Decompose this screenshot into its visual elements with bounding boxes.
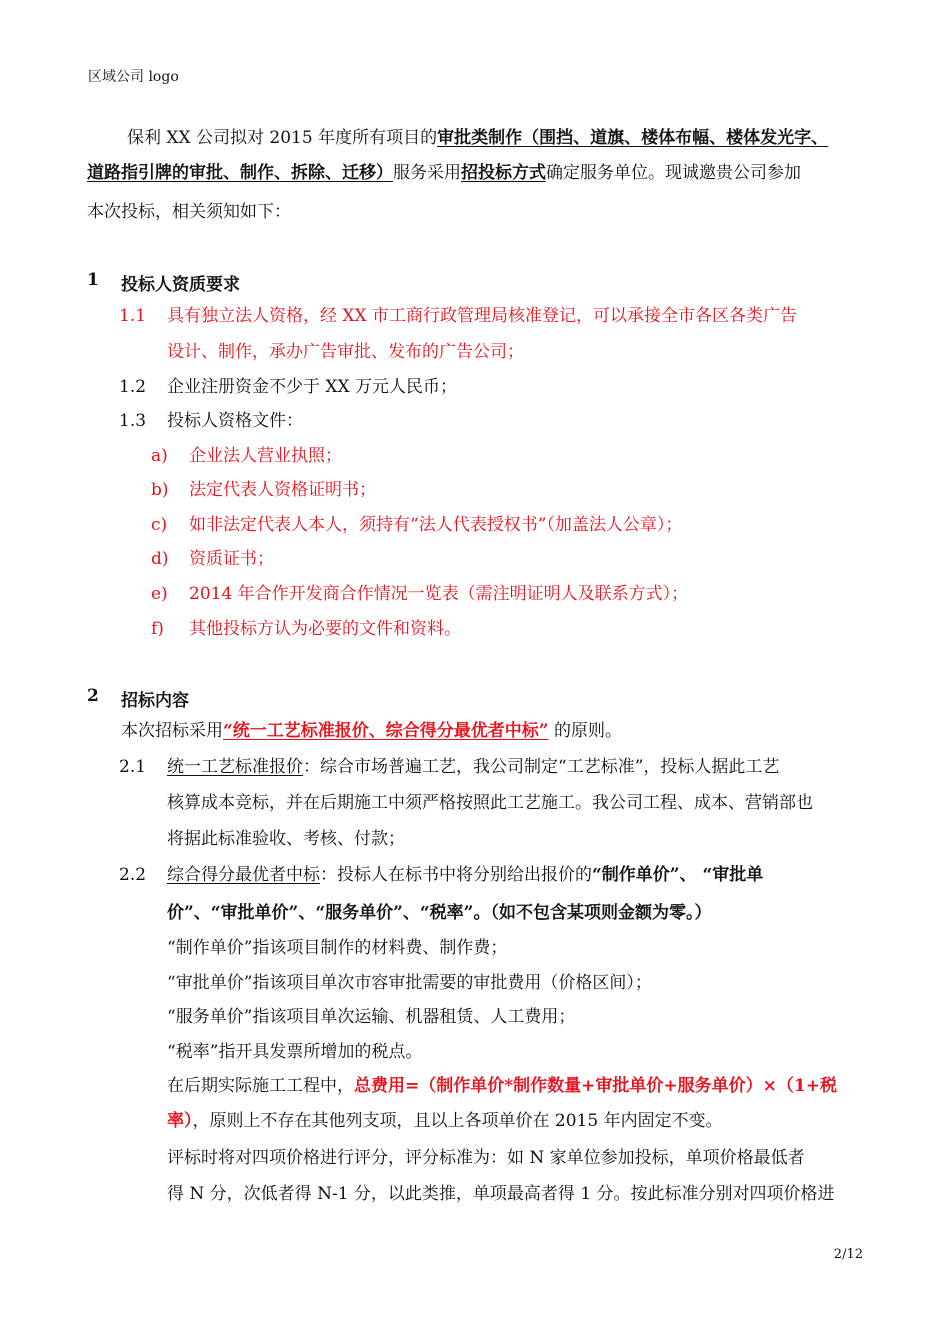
page-number: 2/12 xyxy=(833,1247,863,1262)
item-1-2-text: 企业注册资金不少于 XX 万元人民币； xyxy=(167,377,458,397)
item-1-3-text: 投标人资格文件： xyxy=(167,411,303,431)
formula-line-2 xyxy=(167,1110,723,1132)
doc-item-c: 如非法定代表人本人，须持有“法人代表授权书”（加盖法人公章）； xyxy=(189,515,683,535)
intro-text: 保利 XX 公司拟对 2015 年度所有项目的 xyxy=(127,128,438,148)
intro-line-1 xyxy=(127,127,828,149)
doc-marker-b: b) xyxy=(151,480,169,500)
section-2-number: 2 xyxy=(87,686,99,706)
item-1-3-number: 1.3 xyxy=(119,411,147,431)
item-1-1-line-1: 具有独立法人资格，经 XX 市工商行政管理局核准登记，可以承接全市各区各类广告 xyxy=(167,306,798,326)
doc-marker-c: c) xyxy=(151,515,168,535)
definition-tax-rate: “税率”指开具发票所增加的税点。 xyxy=(167,1042,423,1062)
item-1-2-number: 1.2 xyxy=(119,377,147,397)
evaluation-line-1: 评标时将对四项价格进行评分，评分标准为：如 N 家单位参加投标，单项价格最低者 xyxy=(167,1148,805,1168)
intro-text: 确定服务单位。现诚邀贵公司参加 xyxy=(546,163,801,183)
intro-method: 招投标方式 xyxy=(461,163,546,183)
definition-production-price: “制作单价”指该项目制作的材料费、制作费； xyxy=(167,938,508,958)
item-2-2-term: 综合得分最优者中标 xyxy=(167,865,320,885)
doc-marker-f: f) xyxy=(151,619,164,639)
doc-marker-a: a) xyxy=(151,446,168,466)
formula-intro: 在后期实际施工工程中， xyxy=(167,1076,354,1096)
doc-item-a: 企业法人营业执照； xyxy=(189,446,342,466)
doc-marker-e: e) xyxy=(151,584,168,604)
item-2-1-line-2: 核算成本竞标，并在后期施工中须严格按照此工艺施工。我公司工程、成本、营销部也 xyxy=(167,793,813,813)
item-2-2-line-2: 价”、“审批单价”、“服务单价”、“税率”。（如不包含某项则金额为零。） xyxy=(167,903,712,923)
principle-text: 的原则。 xyxy=(548,721,622,741)
doc-item-f: 其他投标方认为必要的文件和资料。 xyxy=(189,619,461,639)
principle-text: 本次招标采用 xyxy=(121,721,223,741)
item-1-1-number: 1.1 xyxy=(119,306,147,326)
doc-item-b: 法定代表人资格证明书； xyxy=(189,480,376,500)
item-2-1-number: 2.1 xyxy=(119,757,147,777)
doc-item-d: 资质证书； xyxy=(189,549,274,569)
formula-line-1 xyxy=(167,1075,837,1097)
item-2-1-term: 统一工艺标准报价 xyxy=(167,757,303,777)
item-1-1-line-2: 设计、制作，承办广告审批、发布的广告公司； xyxy=(167,342,524,362)
region-company-logo-text: 区域公司 logo xyxy=(88,69,179,85)
formula-note: ，原则上不存在其他列支项，且以上各项单价在 2015 年内固定不变。 xyxy=(192,1111,723,1131)
doc-item-e: 2014 年合作开发商合作情况一览表（需注明证明人及联系方式）； xyxy=(189,584,689,604)
section-2-title: 招标内容 xyxy=(121,691,189,711)
item-2-2-text: ：投标人在标书中将分别给出报价的 xyxy=(320,865,592,885)
definition-service-price: “服务单价”指该项目单次运输、机器租赁、人工费用； xyxy=(167,1007,576,1027)
intro-emphasis: 道路指引牌的审批、制作、拆除、迁移） xyxy=(87,163,393,183)
principle-emphasis: “统一工艺标准报价、综合得分最优者中标” xyxy=(223,721,549,741)
item-2-1-line-3: 将据此标准验收、考核、付款； xyxy=(167,829,405,849)
section-2-principle xyxy=(121,720,622,742)
definition-approval-price: “审批单价”指该项目单次市容审批需要的审批费用（价格区间）； xyxy=(167,973,652,993)
item-2-1-text: ：综合市场普遍工艺，我公司制定“工艺标准”，投标人据此工艺 xyxy=(303,757,780,777)
total-cost-formula-end: 率） xyxy=(167,1111,193,1131)
evaluation-line-2: 得 N 分，次低者得 N-1 分，以此类推，单项最高者得 1 分。按此标准分别对四项价格进 xyxy=(167,1184,835,1204)
doc-marker-d: d) xyxy=(151,549,169,569)
intro-line-3: 本次投标，相关须知如下： xyxy=(87,202,291,222)
total-cost-formula: 总费用=（制作单价*制作数量+审批单价+服务单价）×（1+税 xyxy=(354,1076,837,1096)
item-2-1-line-1 xyxy=(167,756,779,778)
intro-text: 服务采用 xyxy=(393,163,461,183)
section-1-number: 1 xyxy=(87,270,99,290)
item-2-2-emphasis: “制作单价”、 “审批单 xyxy=(592,865,764,885)
item-2-2-line-1 xyxy=(167,864,763,886)
item-2-2-number: 2.2 xyxy=(119,865,147,885)
section-1-title: 投标人资质要求 xyxy=(121,275,240,295)
intro-line-2 xyxy=(87,162,801,184)
intro-emphasis: 审批类制作（围挡、道旗、楼体布幅、楼体发光字、 xyxy=(437,128,829,148)
